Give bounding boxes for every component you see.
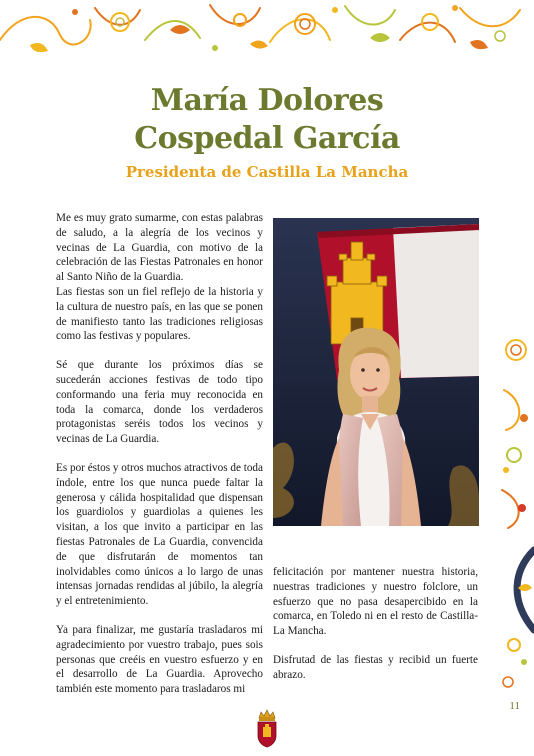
article-paragraph: Es por éstos y otros muchos atractivos de toda índole, entre los que nunca puede faltar la generosa y cálida hospitalidad que dispensan los guardiolos y guardiolas a quienes les visitan, a los que invito a participar en las fiestas Patronales de La Guardia, convencida de que disfrutarán de momentos tan inolvidables como únicos a lo largo de unas intensas jornadas rendidas al júbilo, la alegría y el entretenimiento. bbox=[56, 461, 263, 608]
page-subtitle: Presidenta de Castilla La Mancha bbox=[125, 163, 409, 181]
coat-of-arms-icon bbox=[254, 708, 280, 748]
title-line-1: María Dolores bbox=[150, 83, 384, 118]
article-paragraph: felicitación por mantener nuestra historia, nuestras tradiciones y nuestro folclore, un esfuerzo que no pasa desapercibido en la comarca, en Toledo ni en el resto de Castilla-La Mancha. bbox=[273, 566, 478, 638]
title-line-2: Cospedal García bbox=[134, 121, 400, 156]
president-portrait-photo bbox=[273, 218, 479, 526]
article-column-right bbox=[273, 565, 478, 697]
article-paragraph: Me es muy grato sumarme, con estas palabras de saludo, a la alegría de los vecinos y vecinas de La Guardia, con motivo de la celebración de las Fiestas Patronales en honor al Santo Niño de la Guardia. bbox=[56, 212, 263, 284]
decorative-swirl-border bbox=[0, 0, 534, 62]
article-paragraph: Sé que durante los próximos días se sucederán acciones festivas de todo tipo conformando una feria muy reconocida en toda la comarca, donde los verdaderos protagonistas seréis todos los vecinos y vecinas de La Guardia. bbox=[56, 359, 263, 446]
page-number: 11 bbox=[509, 700, 520, 712]
article-paragraph: Ya para finalizar, me gustaría trasladaros mi agradecimiento por vuestro trabajo, pues sois personas que creéis en vuestro esfuerzo y en el desarrollo de La Guardia. Aprovecho también este momento para trasladaros mi bbox=[56, 623, 263, 696]
decorative-swirl-side bbox=[494, 330, 534, 710]
article-column-left bbox=[56, 211, 263, 711]
article-paragraph: Disfrutad de las fiestas y recibid un fuerte abrazo. bbox=[273, 653, 478, 681]
portrait-illustration bbox=[273, 218, 479, 526]
article-paragraph: Las fiestas son un fiel reflejo de la historia y la cultura de nuestro país, en las que se ponen de manifiesto tanto las tradiciones religiosas como las festivas y populares. bbox=[56, 285, 263, 343]
page-title bbox=[0, 82, 534, 158]
